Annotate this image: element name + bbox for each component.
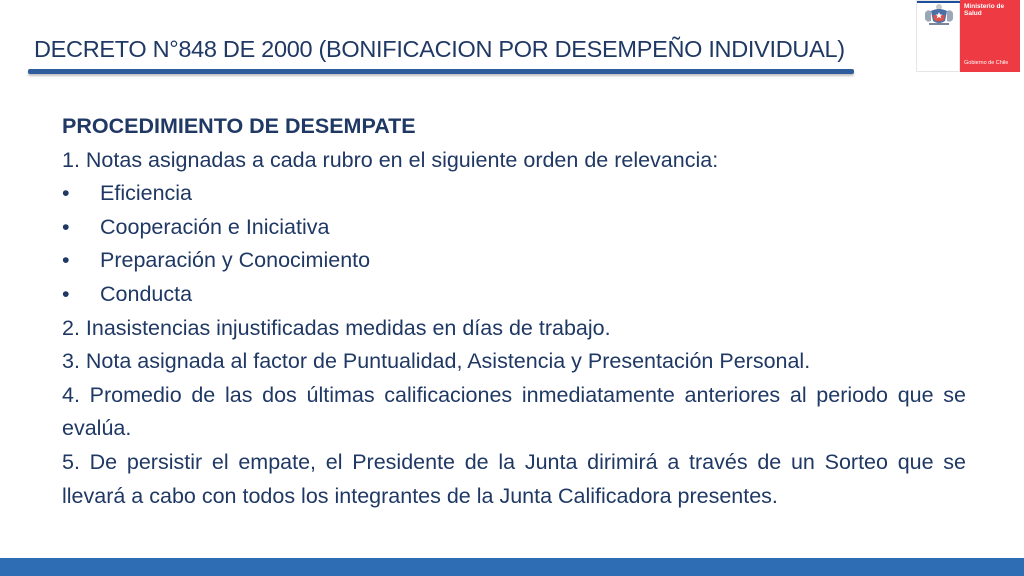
logo-government-text: Gobierno de Chile [964, 60, 1009, 66]
bullet-item [62, 278, 966, 312]
item-2: 2. Inasistencias injustificadas medidas en días de trabajo. [62, 315, 611, 340]
logo-emblem-panel [916, 0, 960, 72]
section-heading: PROCEDIMIENTO DE DESEMPATE [62, 114, 416, 138]
bullet-text: Cooperación e Iniciativa [100, 214, 330, 239]
bullet-marker: • [62, 281, 70, 306]
footer-bar [0, 558, 1024, 576]
logo-ministry-text: Ministerio de Salud [964, 3, 1005, 17]
bullet-marker: • [62, 214, 70, 239]
bullet-text: Conducta [100, 281, 193, 306]
bullet-item [62, 211, 966, 245]
logo-red-panel [960, 0, 1020, 72]
item-4: 4. Promedio de las dos últimas calificaciones inmediatamente anteriores al periodo que se evalúa. [62, 382, 966, 441]
item-5: 5. De persistir el empate, el Presidente de la Junta dirimirá a través de un Sorteo que se llevará a cabo con todos los integrantes de la Junta Calificadora presentes. [62, 449, 966, 508]
slide-title: DECRETO N°848 DE 2000 (BONIFICACION POR DESEMPEÑO INDIVIDUAL) [34, 36, 845, 62]
item-3: 3. Nota asignada al factor de Puntualidad, Asistencia y Presentación Personal. [62, 349, 811, 374]
bullet-item [62, 244, 966, 278]
coat-of-arms-icon [917, 1, 961, 31]
bullet-marker: • [62, 181, 70, 206]
ministry-logo [916, 0, 1020, 72]
item-1: 1. Notas asignadas a cada rubro en el siguiente orden de relevancia: [62, 147, 719, 172]
title-underline [28, 69, 854, 74]
bullet-text: Eficiencia [100, 181, 193, 206]
slide-body [62, 110, 966, 513]
bullet-marker: • [62, 248, 70, 273]
bullet-text: Preparación y Conocimiento [100, 248, 371, 273]
bullet-item [62, 177, 966, 211]
